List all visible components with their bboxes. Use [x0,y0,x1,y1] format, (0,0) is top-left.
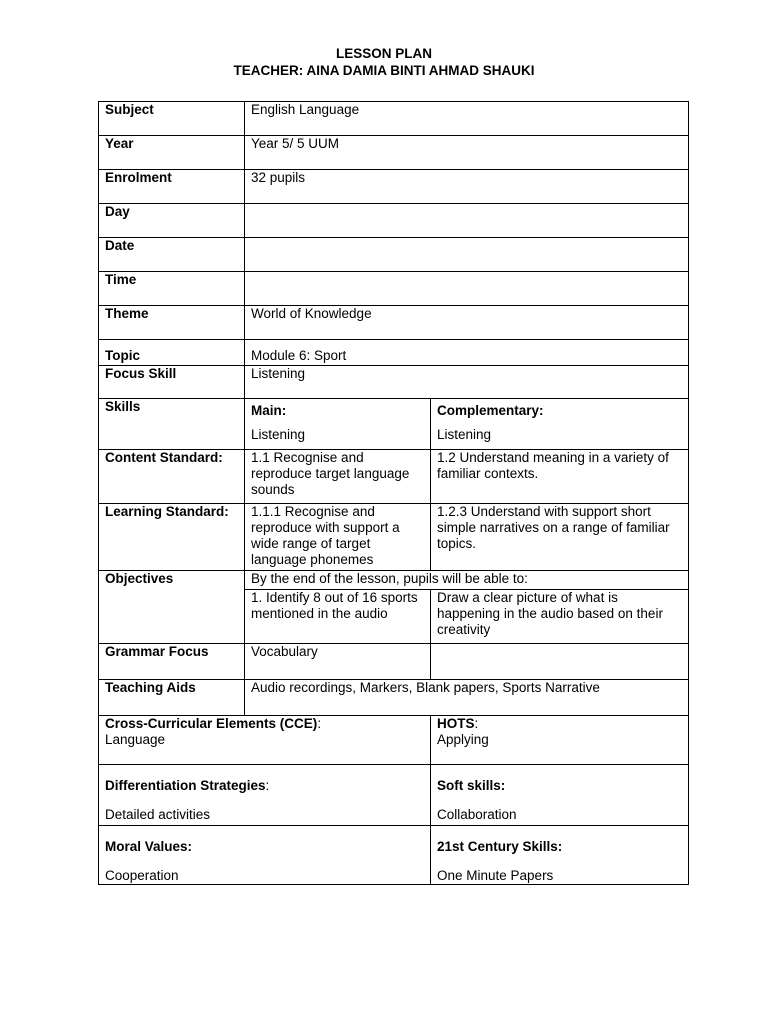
teacher-name: TEACHER: AINA DAMIA BINTI AHMAD SHAUKI [233,63,535,78]
grammar-focus-label: Grammar Focus [99,644,245,680]
row-theme [99,306,689,340]
skills-comp-heading: Complementary: [437,403,544,418]
time-label: Time [99,272,245,306]
row-time [99,272,689,306]
differentiation-label: Differentiation Strategies [105,778,266,793]
row-learning-standard [99,504,689,571]
theme-label: Theme [99,306,245,340]
row-objectives-intro [99,571,689,590]
date-value [245,238,689,272]
skills-comp-value: Listening [437,427,492,442]
learning-standard-comp: 1.2.3 Understand with support short simple narratives on a range of familiar topics. [431,504,689,571]
document-header [0,45,768,79]
moral-values-label: Moral Values: [105,839,193,854]
row-enrolment [99,170,689,204]
row-moral-century [99,826,689,885]
learning-standard-label: Learning Standard: [99,504,245,571]
hots-cell: HOTS: Applying [431,716,689,765]
century-skills-cell [431,826,689,885]
enrolment-value: 32 pupils [245,170,689,204]
year-value: Year 5/ 5 UUM [245,136,689,170]
row-day [99,204,689,238]
topic-value: Module 6: Sport [245,340,689,366]
century-skills-value: One Minute Papers [437,868,554,883]
grammar-focus-value: Vocabulary [245,644,431,680]
teaching-aids-value: Audio recordings, Markers, Blank papers, Sports Narrative [245,680,689,716]
hots-label: HOTS [437,716,475,731]
row-year [99,136,689,170]
differentiation-value: Detailed activities [105,807,211,822]
objectives-label: Objectives [99,571,245,644]
differentiation-cell: Differentiation Strategies: Detailed activities [99,765,431,826]
objectives-intro: By the end of the lesson, pupils will be able to: [245,571,689,590]
soft-skills-value: Collaboration [437,807,517,822]
teaching-aids-label: Teaching Aids [99,680,245,716]
row-skills [99,399,689,450]
focus-skill-value: Listening [245,366,689,399]
row-focus-skill [99,366,689,399]
row-topic [99,340,689,366]
skills-main-heading: Main: [251,403,287,418]
soft-skills-cell [431,765,689,826]
skills-comp-cell [431,399,689,450]
century-skills-label: 21st Century Skills: [437,839,563,854]
objectives-comp: Draw a clear picture of what is happening in the audio based on their creativity [431,590,689,644]
objectives-main: 1. Identify 8 out of 16 sports mentioned in the audio [245,590,431,644]
content-standard-comp: 1.2 Understand meaning in a variety of familiar contexts. [431,450,689,504]
document-title: LESSON PLAN [335,46,432,61]
hots-value: Applying [437,732,489,747]
content-standard-label: Content Standard: [99,450,245,504]
time-value [245,272,689,306]
cce-label: Cross-Curricular Elements (CCE) [105,716,318,731]
year-label: Year [99,136,245,170]
skills-main-cell [245,399,431,450]
content-standard-main: 1.1 Recognise and reproduce target language sounds [245,450,431,504]
day-label: Day [99,204,245,238]
day-value [245,204,689,238]
lesson-plan-table [98,101,689,885]
date-label: Date [99,238,245,272]
row-content-standard [99,450,689,504]
skills-label: Skills [99,399,245,450]
cce-cell: Cross-Curricular Elements (CCE): Language [99,716,431,765]
soft-skills-label: Soft skills: [437,778,506,793]
row-grammar-focus [99,644,689,680]
topic-label: Topic [99,340,245,366]
row-differentiation-soft [99,765,689,826]
theme-value: World of Knowledge [245,306,689,340]
row-subject [99,102,689,136]
row-cce-hots [99,716,689,765]
focus-skill-label: Focus Skill [99,366,245,399]
skills-main-value: Listening [251,427,306,442]
row-teaching-aids [99,680,689,716]
moral-values-cell [99,826,431,885]
subject-label: Subject [99,102,245,136]
learning-standard-main: 1.1.1 Recognise and reproduce with support a wide range of target language phonemes [245,504,431,571]
moral-values-value: Cooperation [105,868,179,883]
subject-value: English Language [245,102,689,136]
grammar-focus-comp [431,644,689,680]
row-date [99,238,689,272]
cce-value: Language [105,732,166,747]
enrolment-label: Enrolment [99,170,245,204]
